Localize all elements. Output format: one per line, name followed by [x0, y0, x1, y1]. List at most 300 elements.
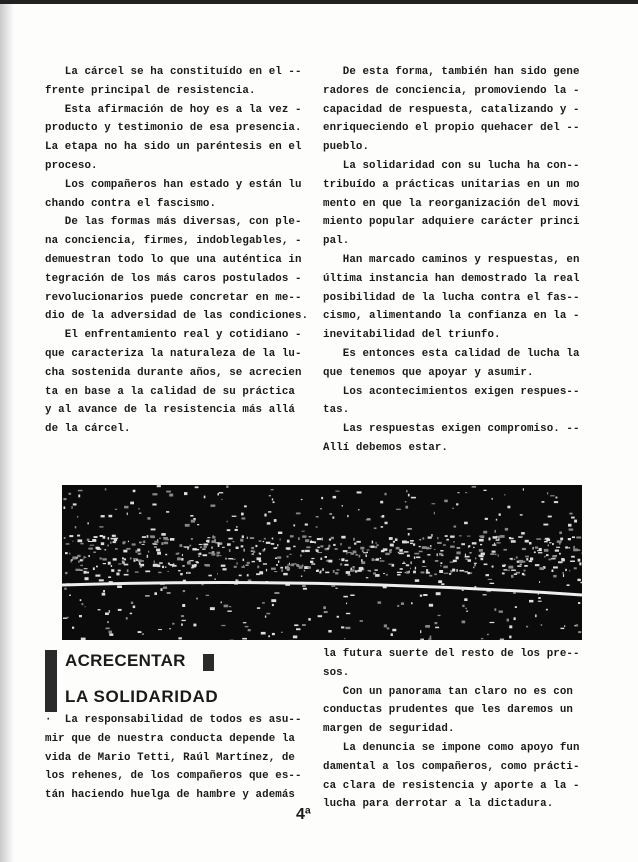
photo-speck	[287, 556, 289, 558]
photo-speck	[278, 561, 279, 563]
photo-speck	[414, 556, 415, 559]
photo-speck	[406, 490, 407, 493]
photo-speck	[187, 572, 189, 574]
photo-speck	[453, 541, 455, 543]
photo-speck	[203, 554, 208, 556]
photo-speck	[240, 539, 243, 542]
photo-speck	[483, 531, 487, 534]
photo-speck	[464, 522, 468, 525]
photo-speck	[540, 567, 545, 570]
photo-speck	[415, 579, 419, 582]
photo-speck	[524, 565, 527, 567]
photo-speck	[272, 498, 273, 500]
text-line: revolucionarios puede concretar en me--	[45, 291, 302, 304]
photo-speck	[410, 568, 411, 569]
photo-speck	[207, 540, 209, 543]
heading-bar	[45, 650, 57, 712]
photo-speck	[181, 624, 183, 626]
photo-speck	[85, 557, 87, 558]
photo-speck	[116, 573, 119, 576]
photo-speck	[245, 626, 249, 627]
photo-speck	[195, 486, 199, 488]
photo-speck	[96, 566, 98, 568]
photo-speck	[252, 561, 255, 562]
photo-speck	[204, 546, 207, 548]
photo-speck	[559, 543, 561, 545]
photo-speck	[158, 572, 161, 574]
text-line: Es entonces esta calidad de lucha la	[323, 347, 580, 360]
photo-speck	[118, 570, 121, 572]
photo-speck	[340, 563, 342, 565]
photo-speck	[484, 564, 488, 566]
photo-speck	[462, 621, 466, 624]
photo-speck	[302, 535, 306, 537]
photo-speck	[308, 618, 311, 621]
photo-speck	[151, 529, 156, 531]
photo-speck	[242, 517, 246, 519]
photo-speck	[413, 543, 415, 545]
photo-speck	[317, 538, 321, 540]
photo-speck	[243, 559, 245, 562]
photo-speck	[201, 584, 203, 585]
photo-speck	[362, 550, 364, 552]
photo-speck	[102, 558, 107, 560]
photo-speck	[65, 552, 68, 554]
photo-speck	[316, 550, 319, 553]
photo-speck	[563, 574, 564, 577]
photo-speck	[80, 565, 83, 566]
photo-speck	[344, 638, 345, 639]
photo-speck	[390, 544, 393, 547]
photo-speck	[356, 554, 358, 556]
photo-speck	[488, 579, 492, 580]
photo-speck	[479, 536, 484, 538]
photo-speck	[389, 549, 392, 552]
photo-speck	[569, 570, 570, 571]
photo-speck	[289, 563, 290, 565]
photo-speck	[339, 559, 340, 560]
photo-speck	[320, 558, 322, 560]
photo-speck	[311, 558, 314, 559]
photo-speck	[100, 557, 102, 559]
photo-speck	[564, 625, 565, 627]
photo-speck	[440, 550, 443, 552]
photo-speck	[107, 545, 109, 547]
photo-speck	[276, 564, 278, 566]
photo-speck	[517, 565, 521, 567]
photo-speck	[573, 549, 578, 552]
photo-speck	[221, 565, 226, 567]
photo-speck	[509, 537, 511, 539]
photo-speck	[285, 585, 290, 586]
photo-speck	[366, 554, 367, 557]
photo-speck	[358, 509, 360, 510]
photo-speck	[199, 544, 203, 545]
photo-speck	[228, 558, 233, 559]
section-heading	[45, 650, 225, 712]
photo-speck	[525, 556, 529, 558]
photo-speck	[440, 562, 442, 564]
photo-speck	[76, 569, 81, 571]
photo-speck	[193, 624, 196, 627]
photo-speck	[579, 562, 581, 565]
photo-speck	[294, 624, 298, 626]
photo-speck	[373, 572, 376, 574]
photo-speck	[371, 546, 375, 548]
photo-speck	[457, 547, 461, 548]
photo-speck	[169, 628, 171, 629]
photo-speck	[322, 538, 323, 541]
photo-speck	[480, 544, 482, 545]
photo-speck	[439, 553, 442, 556]
photo-speck	[271, 543, 274, 545]
photo-speck	[571, 517, 575, 519]
photo-speck	[293, 563, 297, 564]
photo-speck	[434, 574, 437, 576]
photo-speck	[309, 536, 312, 537]
photo-speck	[77, 535, 80, 537]
photo-speck	[191, 520, 195, 523]
photo-speck	[499, 513, 501, 515]
photo-speck	[244, 505, 247, 507]
photo-speck	[235, 529, 238, 531]
photo-speck	[489, 538, 491, 541]
photo-speck	[117, 586, 122, 589]
photo-speck	[156, 549, 160, 552]
photo-speck	[521, 532, 525, 534]
photo-speck	[255, 545, 257, 547]
text-line: proceso.	[45, 159, 98, 172]
text-line: Las respuestas exigen compromiso. --	[323, 423, 580, 436]
text-line: na conciencia, firmes, indoblegables, -	[45, 235, 302, 248]
photo-speck	[224, 605, 229, 608]
photo-speck	[142, 536, 146, 538]
text-line: miento popular adquiere carácter princi	[323, 216, 580, 229]
photo-speck	[234, 566, 237, 568]
photo-speck	[324, 611, 328, 613]
photo-speck	[346, 613, 350, 614]
photo-speck	[462, 605, 464, 607]
photo-speck	[487, 634, 489, 635]
photo-speck	[78, 490, 83, 492]
photo-speck	[397, 605, 399, 607]
photo-speck	[94, 536, 98, 538]
photo-speck	[556, 497, 558, 499]
photo-speck	[426, 569, 428, 572]
photo-speck	[172, 623, 174, 625]
photo-speck	[383, 573, 385, 574]
photo-speck	[401, 602, 404, 605]
photo-speck	[163, 587, 167, 589]
photo-speck	[456, 503, 458, 505]
photo-speck	[465, 608, 467, 609]
photo-speck	[573, 546, 575, 549]
photo-speck	[529, 560, 532, 562]
photo-speck	[422, 546, 427, 549]
photo-speck	[84, 556, 85, 559]
photo-speck	[197, 524, 199, 525]
photo-speck	[504, 494, 505, 495]
photo-speck	[137, 549, 140, 552]
photo-speck	[464, 598, 467, 601]
photo-speck	[259, 560, 262, 562]
photo-speck	[437, 537, 438, 539]
photo-speck	[486, 574, 490, 576]
photo-speck	[124, 558, 126, 560]
photo-speck	[350, 595, 354, 597]
photo-speck	[68, 493, 71, 495]
photo-speck	[247, 574, 249, 576]
photo-speck	[316, 516, 319, 518]
photo-speck	[456, 552, 460, 555]
text-line: De esta forma, también han sido gene	[323, 66, 580, 78]
photo-speck	[466, 611, 468, 612]
photo-speck	[135, 550, 137, 553]
photo-speck	[435, 560, 439, 561]
photo-speck	[64, 537, 66, 538]
photo-speck	[211, 505, 216, 507]
photo-speck	[241, 566, 244, 568]
photo-speck	[369, 546, 370, 548]
photo-speck	[134, 559, 136, 561]
photo-speck	[400, 568, 403, 570]
photo-speck	[357, 541, 361, 543]
column-bottom-left	[45, 711, 302, 805]
photo-speck	[389, 537, 393, 540]
photo-speck	[471, 572, 473, 574]
photo-speck	[85, 577, 89, 580]
photo-speck	[438, 615, 441, 616]
photo-speck	[181, 558, 183, 561]
photo-speck	[143, 541, 145, 544]
photo-speck	[490, 554, 494, 555]
column-top-right	[323, 63, 580, 458]
photo-speck	[110, 542, 111, 544]
photo-speck	[472, 542, 477, 544]
photo-speck	[496, 539, 500, 541]
photo-speck	[354, 538, 355, 541]
photo-speck	[272, 538, 274, 540]
photo-speck	[388, 564, 392, 565]
photo-speck	[473, 567, 474, 569]
photo-speck	[399, 553, 404, 555]
photo-speck	[211, 547, 212, 549]
photo-speck	[425, 625, 430, 628]
photo-speck	[335, 572, 338, 574]
photo-speck	[159, 538, 161, 539]
photo-speck	[80, 599, 82, 601]
photo-speck	[150, 535, 154, 537]
text-line: pueblo.	[323, 141, 370, 154]
heading-square	[203, 654, 214, 671]
photo-speck	[259, 540, 262, 542]
photo-speck	[227, 529, 231, 531]
photo-speck	[346, 571, 350, 574]
photo-speck	[434, 549, 435, 550]
photo-speck	[221, 602, 222, 604]
photo-speck	[386, 574, 388, 576]
photo-speck	[337, 616, 339, 618]
photo-speck	[519, 560, 523, 563]
photo-speck	[465, 554, 466, 556]
photo-speck	[127, 569, 129, 572]
photo-speck	[472, 486, 477, 488]
photo-speck	[98, 609, 101, 610]
photo-speck	[435, 627, 439, 629]
photo-speck	[153, 544, 158, 545]
photo-speck	[530, 558, 533, 561]
photo-speck	[436, 592, 441, 595]
photo-speck	[108, 576, 111, 578]
photo-speck	[147, 555, 148, 558]
text-line: enriqueciendo el propio quehacer del --	[323, 122, 580, 135]
photo-speck	[261, 632, 266, 635]
photo-speck	[329, 539, 331, 541]
photo-speck	[473, 547, 475, 548]
text-line: demuestran todo lo que una auténtica in	[45, 253, 302, 266]
photo-speck	[332, 517, 334, 519]
photo-speck	[218, 493, 219, 496]
photo-speck	[336, 569, 339, 570]
photo-speck	[207, 537, 210, 538]
photo-speck	[361, 561, 365, 564]
photo-speck	[568, 547, 570, 548]
photo-speck	[305, 550, 310, 552]
photo-speck	[154, 561, 155, 564]
photo-speck	[392, 629, 396, 632]
photo-speck	[415, 567, 416, 570]
photo-speck	[238, 580, 239, 581]
photo-speck	[64, 506, 66, 509]
column-bottom-right	[323, 645, 580, 814]
photo-speck	[355, 570, 357, 572]
photo-speck	[247, 537, 248, 539]
photo-speck	[328, 545, 330, 548]
photo-speck	[422, 566, 427, 567]
photo-speck	[80, 543, 83, 545]
photo-speck	[180, 544, 183, 547]
photo-speck	[153, 564, 158, 567]
text-line: Esta afirmación de hoy es a la vez -	[45, 103, 302, 116]
photo-speck	[499, 611, 503, 613]
photo-speck	[331, 586, 335, 587]
photo-speck	[411, 561, 412, 564]
photo-speck	[95, 575, 100, 577]
photo-speck	[108, 537, 110, 540]
photo-speck	[376, 542, 377, 544]
photo-speck	[167, 592, 171, 593]
photo-speck	[69, 595, 71, 596]
photo-speck	[183, 590, 185, 592]
text-line: ta en base a la calidad de su práctica	[45, 385, 296, 398]
photo-speck	[302, 624, 306, 626]
photo-speck	[361, 559, 363, 562]
photo-speck	[387, 627, 390, 629]
photo-speck	[185, 524, 190, 527]
photo-speck	[192, 548, 196, 550]
photo-speck	[304, 570, 306, 572]
photo-speck	[327, 548, 329, 550]
text-line: capacidad de respuesta, catalizando y -	[323, 103, 580, 116]
photo-speck	[266, 542, 271, 544]
photo-speck	[196, 598, 197, 600]
photo-speck	[493, 536, 498, 539]
photo-speck	[344, 564, 348, 566]
photo-speck	[380, 501, 383, 504]
text-line: que caracteriza la naturaleza de la lu-	[45, 347, 302, 360]
photo-speck	[177, 557, 181, 560]
photo-speck	[328, 630, 331, 633]
photo-speck	[410, 540, 414, 542]
page-number: 4ª	[296, 806, 311, 823]
photo-speck	[534, 552, 536, 554]
photo-speck	[516, 556, 518, 558]
photo-speck	[513, 592, 516, 594]
photo-speck	[420, 630, 421, 633]
photo-speck	[360, 621, 363, 622]
text-line: la futura suerte del resto de los pre--	[323, 648, 580, 660]
photo-speck	[375, 546, 378, 548]
photo-speck	[449, 573, 451, 575]
photo-speck	[452, 569, 455, 572]
photo-speck	[267, 522, 271, 524]
photo-speck	[378, 601, 382, 603]
photo-speck	[407, 528, 412, 529]
photo-speck	[481, 558, 484, 560]
photo-speck	[459, 535, 462, 536]
photo-speck	[306, 546, 310, 548]
photo-speck	[546, 539, 550, 541]
photo-speck	[405, 501, 407, 503]
text-line: y al avance de la resistencia más allá	[45, 404, 296, 417]
photo-speck	[565, 546, 568, 548]
photo-speck	[325, 556, 328, 558]
text-line: lucha para derrotar a la dictadura.	[323, 798, 554, 811]
photo-speck	[429, 604, 433, 607]
text-line: De las formas más diversas, con ple-	[45, 216, 302, 229]
photo-speck	[335, 588, 337, 589]
photo-speck	[427, 554, 430, 555]
photo-speck	[277, 556, 281, 558]
text-line: chando contra el fascismo.	[45, 197, 217, 210]
photo-speck	[293, 546, 295, 548]
photo-speck	[381, 526, 384, 528]
photo-speck	[459, 570, 464, 572]
photo-speck	[444, 573, 449, 574]
photo-speck	[184, 492, 187, 495]
photo-speck	[553, 575, 556, 578]
photo-speck	[105, 488, 107, 490]
photo-speck	[307, 566, 311, 568]
text-line: tegración de los más caros postulados -	[45, 272, 302, 285]
photo-speck	[366, 519, 371, 520]
photo-speck	[263, 541, 264, 542]
photo-speck	[421, 572, 425, 574]
photo-speck	[502, 565, 505, 567]
photo-speck	[351, 568, 352, 570]
photo-speck	[133, 490, 136, 493]
photo-speck	[348, 552, 352, 553]
photo-speck	[508, 570, 510, 571]
photo-speck	[277, 544, 278, 546]
photo-speck	[280, 567, 283, 569]
photo-speck	[227, 521, 228, 523]
photo-speck	[452, 508, 454, 509]
photo-speck	[544, 549, 549, 552]
photo-speck	[122, 542, 125, 545]
photo-speck	[397, 574, 401, 576]
photo-speck	[142, 544, 145, 545]
